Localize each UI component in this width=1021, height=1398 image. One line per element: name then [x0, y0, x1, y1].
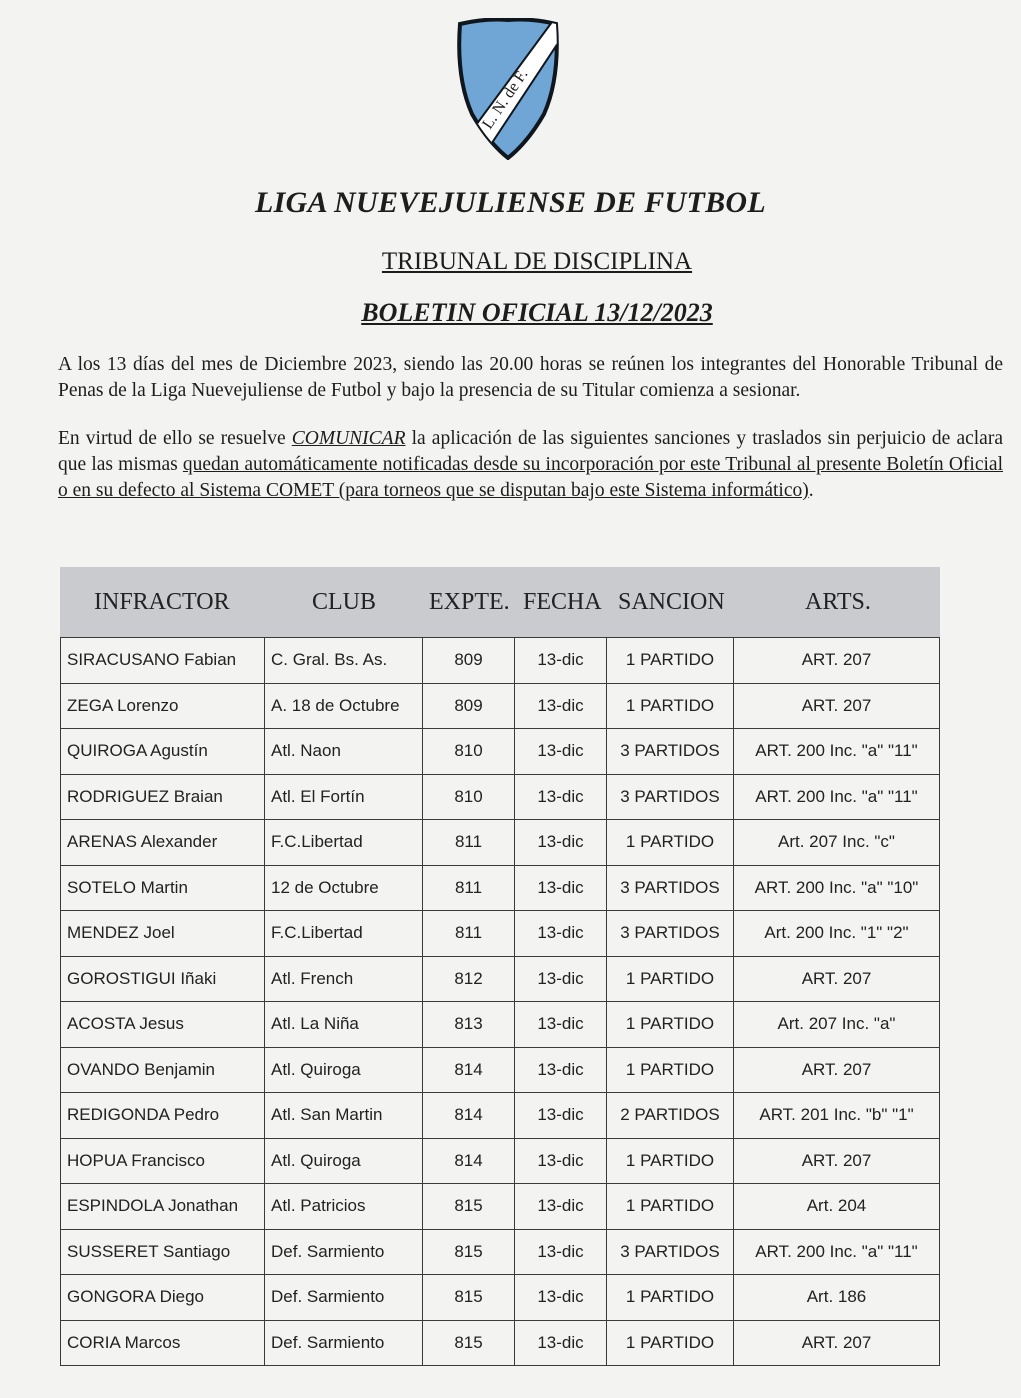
table-row — [61, 1002, 940, 1048]
cell-infractor: GONGORA Diego — [61, 1275, 265, 1321]
table-row — [61, 729, 940, 775]
cell-expte: 810 — [423, 774, 515, 820]
table-row — [61, 911, 940, 957]
cell-arts: ART. 200 Inc. "a" "11" — [734, 1229, 940, 1275]
cell-fecha: 13-dic — [515, 1002, 607, 1048]
cell-fecha: 13-dic — [515, 1138, 607, 1184]
cell-sancion: 1 PARTIDO — [607, 683, 734, 729]
header-fecha: FECHA — [523, 589, 602, 615]
cell-fecha: 13-dic — [515, 820, 607, 866]
cell-infractor: ESPINDOLA Jonathan — [61, 1184, 265, 1230]
resolution-emphasis: COMUNICAR — [291, 428, 406, 449]
cell-arts: ART. 200 Inc. "a" "11" — [734, 729, 940, 775]
cell-fecha: 13-dic — [515, 1184, 607, 1230]
cell-fecha: 13-dic — [515, 1229, 607, 1275]
cell-arts: ART. 207 — [734, 1138, 940, 1184]
cell-arts: Art. 200 Inc. "1" "2" — [734, 911, 940, 957]
cell-arts: Art. 204 — [734, 1184, 940, 1230]
table-row — [61, 865, 940, 911]
cell-infractor: SUSSERET Santiago — [61, 1229, 265, 1275]
tribunal-subtitle: TRIBUNAL DE DISCIPLINA — [381, 248, 693, 275]
cell-club: Atl. Quiroga — [265, 1138, 423, 1184]
cell-arts: ART. 207 — [734, 1320, 940, 1366]
cell-arts: Art. 207 Inc. "a" — [734, 1002, 940, 1048]
cell-club: F.C.Libertad — [265, 911, 423, 957]
cell-arts: ART. 201 Inc. "b" "1" — [734, 1093, 940, 1139]
cell-sancion: 1 PARTIDO — [607, 1320, 734, 1366]
cell-sancion: 2 PARTIDOS — [607, 1093, 734, 1139]
table-row — [61, 1093, 940, 1139]
cell-club: A. 18 de Octubre — [265, 683, 423, 729]
cell-sancion: 1 PARTIDO — [607, 1047, 734, 1093]
cell-infractor: REDIGONDA Pedro — [61, 1093, 265, 1139]
cell-expte: 815 — [423, 1320, 515, 1366]
cell-expte: 814 — [423, 1047, 515, 1093]
cell-club: Atl. La Niña — [265, 1002, 423, 1048]
cell-expte: 814 — [423, 1093, 515, 1139]
table-row — [61, 820, 940, 866]
cell-fecha: 13-dic — [515, 1320, 607, 1366]
cell-expte: 815 — [423, 1275, 515, 1321]
table-row — [61, 774, 940, 820]
sanctions-table — [60, 637, 940, 1366]
table-row — [61, 956, 940, 1002]
header-expte: EXPTE. — [429, 589, 510, 615]
cell-club: Def. Sarmiento — [265, 1229, 423, 1275]
cell-sancion: 3 PARTIDOS — [607, 1229, 734, 1275]
cell-expte: 809 — [423, 683, 515, 729]
cell-infractor: HOPUA Francisco — [61, 1138, 265, 1184]
cell-infractor: GOROSTIGUI Iñaki — [61, 956, 265, 1002]
cell-expte: 813 — [423, 1002, 515, 1048]
cell-infractor: ZEGA Lorenzo — [61, 683, 265, 729]
table-row — [61, 638, 940, 684]
cell-expte: 815 — [423, 1229, 515, 1275]
cell-arts: ART. 207 — [734, 683, 940, 729]
cell-sancion: 3 PARTIDOS — [607, 729, 734, 775]
cell-expte: 811 — [423, 911, 515, 957]
table-row — [61, 1138, 940, 1184]
cell-fecha: 13-dic — [515, 956, 607, 1002]
cell-expte: 811 — [423, 820, 515, 866]
crest-label: L. N. de F. — [479, 66, 532, 133]
cell-sancion: 1 PARTIDO — [607, 1184, 734, 1230]
cell-infractor: OVANDO Benjamin — [61, 1047, 265, 1093]
table-row — [61, 1184, 940, 1230]
resolution-start: En virtud de ello se resuelve — [58, 428, 292, 449]
cell-club: Atl. Quiroga — [265, 1047, 423, 1093]
league-crest — [456, 18, 560, 160]
cell-arts: Art. 207 Inc. "c" — [734, 820, 940, 866]
cell-expte: 815 — [423, 1184, 515, 1230]
cell-arts: ART. 200 Inc. "a" "10" — [734, 865, 940, 911]
cell-club: Def. Sarmiento — [265, 1320, 423, 1366]
table-row — [61, 1229, 940, 1275]
cell-fecha: 13-dic — [515, 1047, 607, 1093]
cell-infractor: ACOSTA Jesus — [61, 1002, 265, 1048]
cell-sancion: 1 PARTIDO — [607, 1002, 734, 1048]
cell-fecha: 13-dic — [515, 729, 607, 775]
cell-infractor: MENDEZ Joel — [61, 911, 265, 957]
resolution-underlined: quedan automáticamente notificadas desde su incorporación por este Tribunal al presente Boletín Oficial o en su defecto al Sistema COMET (para torneos que se disputan bajo este Sistema informático) — [58, 454, 1003, 501]
cell-club: Def. Sarmiento — [265, 1275, 423, 1321]
cell-sancion: 1 PARTIDO — [607, 956, 734, 1002]
cell-infractor: SOTELO Martin — [61, 865, 265, 911]
table-row — [61, 1275, 940, 1321]
header-sancion: SANCION — [618, 589, 725, 615]
cell-fecha: 13-dic — [515, 1093, 607, 1139]
cell-arts: ART. 200 Inc. "a" "11" — [734, 774, 940, 820]
cell-fecha: 13-dic — [515, 683, 607, 729]
table-row — [61, 683, 940, 729]
cell-club: Atl. San Martin — [265, 1093, 423, 1139]
cell-club: C. Gral. Bs. As. — [265, 638, 423, 684]
cell-arts: Art. 186 — [734, 1275, 940, 1321]
cell-fecha: 13-dic — [515, 911, 607, 957]
cell-club: Atl. Naon — [265, 729, 423, 775]
header-infractor: INFRACTOR — [94, 589, 230, 615]
intro-paragraph: A los 13 días del mes de Diciembre 2023, siendo las 20.00 horas se reúnen los integrantes del Honorable Tribunal de Penas de la Liga Nuevejuliense de Futbol y bajo la presencia de su Titular comienza a sesionar. — [58, 354, 1003, 401]
cell-fecha: 13-dic — [515, 638, 607, 684]
cell-club: Atl. El Fortín — [265, 774, 423, 820]
resolution-end: . — [808, 480, 814, 501]
cell-fecha: 13-dic — [515, 1275, 607, 1321]
cell-sancion: 1 PARTIDO — [607, 1275, 734, 1321]
cell-club: F.C.Libertad — [265, 820, 423, 866]
cell-sancion: 3 PARTIDOS — [607, 911, 734, 957]
cell-expte: 811 — [423, 865, 515, 911]
cell-expte: 809 — [423, 638, 515, 684]
header-club: CLUB — [312, 589, 377, 615]
cell-fecha: 13-dic — [515, 774, 607, 820]
table-row — [61, 1047, 940, 1093]
cell-club: 12 de Octubre — [265, 865, 423, 911]
bulletin-heading: BOLETIN OFICIAL 13/12/2023 — [361, 298, 713, 327]
league-title: LIGA NUEVEJULIENSE DE FUTBOL — [255, 186, 766, 219]
resolution-paragraph — [58, 426, 1003, 504]
cell-infractor: SIRACUSANO Fabian — [61, 638, 265, 684]
resolution-middle: la aplicación de las siguientes sanciones y traslados sin perjuicio de aclara que las mismas — [58, 428, 1003, 475]
cell-sancion: 3 PARTIDOS — [607, 865, 734, 911]
cell-fecha: 13-dic — [515, 865, 607, 911]
cell-expte: 814 — [423, 1138, 515, 1184]
header-arts: ARTS. — [805, 589, 871, 615]
cell-expte: 810 — [423, 729, 515, 775]
table-header — [60, 567, 940, 637]
shield-icon — [456, 18, 560, 160]
cell-infractor: QUIROGA Agustín — [61, 729, 265, 775]
cell-sancion: 3 PARTIDOS — [607, 774, 734, 820]
cell-club: Atl. Patricios — [265, 1184, 423, 1230]
cell-sancion: 1 PARTIDO — [607, 1138, 734, 1184]
cell-expte: 812 — [423, 956, 515, 1002]
cell-arts: ART. 207 — [734, 956, 940, 1002]
cell-infractor: CORIA Marcos — [61, 1320, 265, 1366]
cell-sancion: 1 PARTIDO — [607, 820, 734, 866]
cell-infractor: RODRIGUEZ Braian — [61, 774, 265, 820]
cell-club: Atl. French — [265, 956, 423, 1002]
cell-sancion: 1 PARTIDO — [607, 638, 734, 684]
cell-arts: ART. 207 — [734, 638, 940, 684]
table-row — [61, 1320, 940, 1366]
cell-infractor: ARENAS Alexander — [61, 820, 265, 866]
cell-arts: ART. 207 — [734, 1047, 940, 1093]
